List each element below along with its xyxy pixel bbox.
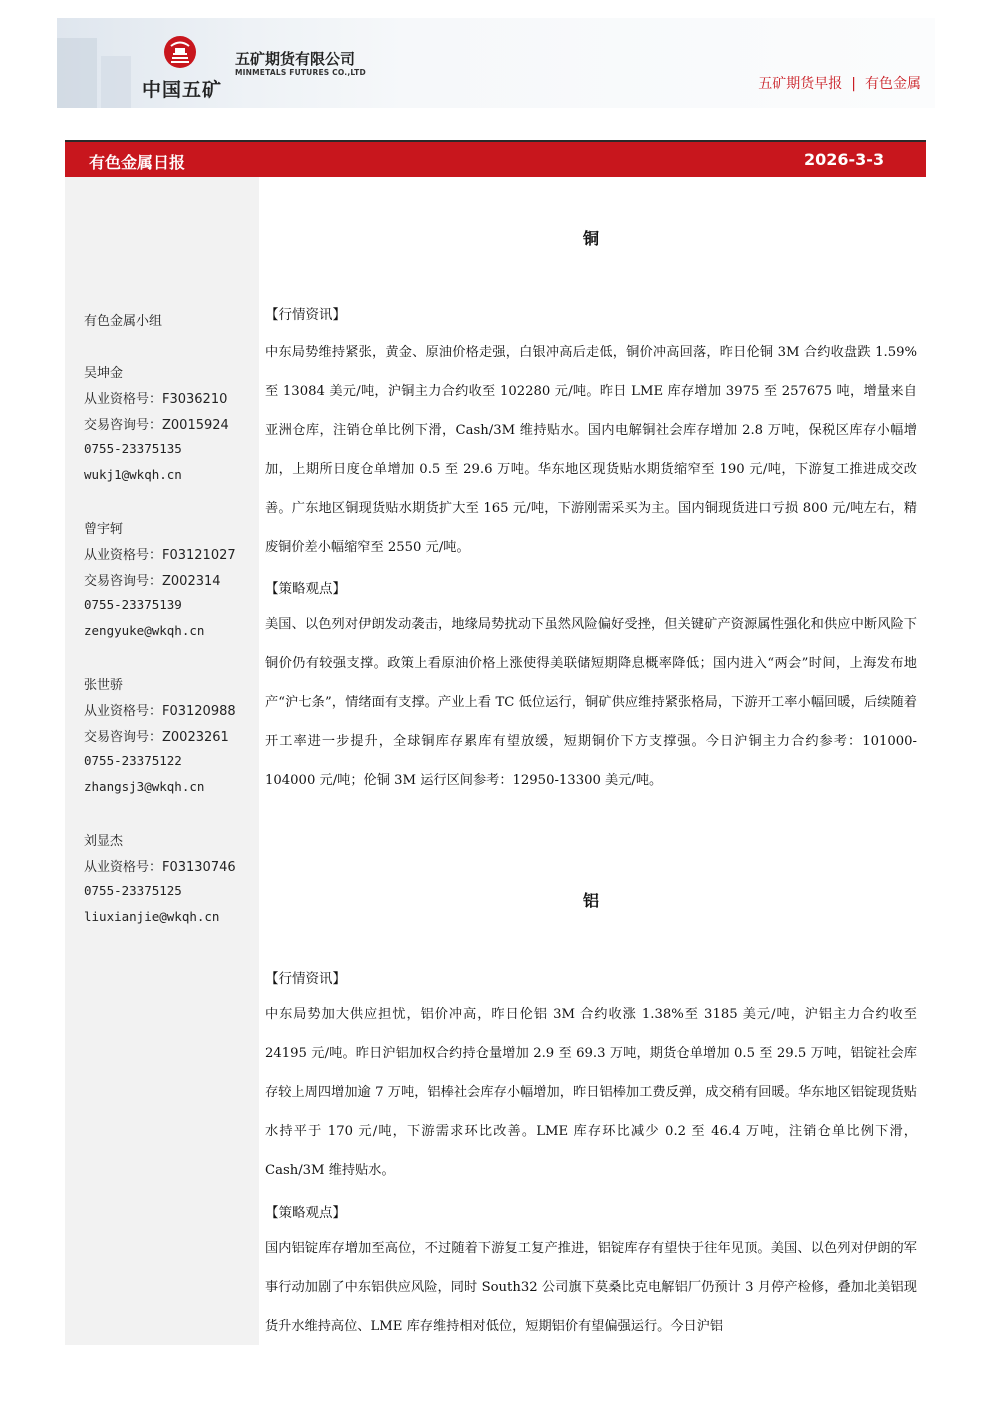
strategy-label: 【策略观点】 <box>265 581 346 597</box>
analyst-email: liuxianjie@wkqh.cn <box>84 909 220 924</box>
group-name: 有色金属小组 <box>84 314 163 329</box>
section-title-aluminium: 铝 <box>582 891 599 910</box>
strategy-label: 【策略观点】 <box>265 1205 346 1221</box>
analyst-qualification: 从业资格号：F03120988 <box>84 704 236 719</box>
report-category: 有色金属 <box>865 76 921 92</box>
market-info-label: 【行情资讯】 <box>265 971 346 987</box>
section-title-copper: 铜 <box>582 229 599 248</box>
analyst-name: 吴坤金 <box>84 366 124 381</box>
company-name-cn: 五矿期货有限公司 <box>235 50 356 68</box>
report-body <box>265 177 917 1357</box>
analyst-qualification: 从业资格号：F3036210 <box>84 392 228 407</box>
market-info-label: 【行情资讯】 <box>265 307 346 323</box>
analyst-email: zhangsj3@wkqh.cn <box>84 779 205 794</box>
analyst-phone: 0755-23375139 <box>84 597 182 612</box>
company-name-en: MINMETALS FUTURES CO.,LTD <box>235 68 366 77</box>
strategy-text: 美国、以色列对伊朗发动袭击，地缘局势扰动下虽然风险偏好受挫，但关键矿产资源属性强化和供应中断风险下铜价仍有较强支撑。政策上看原油价格上涨使得美联储短期降息概率降低；国内进入“两会”时间，上海发布地产“沪七条”，情绪面有支撑。产业上看 TC 低位运行，铜矿供应维持紧张格局，下游开工率小幅回暖，后续随着开工率进一步提升，全球铜库存累库有望放缓，短期铜价下方支撑强。今日沪铜主力合约参考：101000-104000 元/吨；伦铜 3M 运行区间参考：12950-13300 美元/吨。 <box>265 617 917 788</box>
strategy-text: 国内铝锭库存增加至高位，不过随着下游复工复产推进，铝锭库存有望快于往年见顶。美国、以色列对伊朗的军事行动加剧了中东铝供应风险，同时 South32 公司旗下莫桑比克电解铝厂仍预计 3 月停产检修，叠加北美铝现货升水维持高位、LME 库存维持相对低位，短期铝价有望偏强运行。今日沪铝 <box>265 1241 917 1334</box>
analyst-name: 刘显杰 <box>84 834 124 849</box>
analyst-email: zengyuke@wkqh.cn <box>84 623 205 638</box>
report-series: 五矿期货早报 <box>758 76 843 92</box>
page-header <box>57 18 935 108</box>
analyst-name: 曾宇轲 <box>84 522 124 537</box>
analyst-sidebar <box>65 177 259 1345</box>
analyst-phone: 0755-23375125 <box>84 883 182 898</box>
report-title-bar <box>65 140 926 177</box>
logo-text: 中国五矿 <box>142 79 223 101</box>
report-title: 有色金属日报 <box>89 153 186 172</box>
analyst-phone: 0755-23375122 <box>84 753 182 768</box>
separator: | <box>851 76 856 92</box>
analyst-consult-number: 交易咨询号：Z0023261 <box>84 730 229 745</box>
analyst-consult-number: 交易咨询号：Z002314 <box>84 574 221 589</box>
market-info-text: 中东局势维持紧张，黄金、原油价格走强，白银冲高后走低，铜价冲高回落，昨日伦铜 3M 合约收盘跌 1.59%至 13084 美元/吨，沪铜主力合约收至 102280 元/吨。昨日 LME 库存增加 3975 至 257675 吨，增量来自亚洲仓库，注销仓单比例下滑，Cash/3M 维持贴水。国内电解铜社会库存增加 2.8 万吨，保税区库存小幅增加，上期所日度仓单增加 0.5 至 29.6 万吨。华东地区现货贴水期货缩窄至 190 元/吨，下游复工推进成交改善。广东地区铜现货贴水期货扩大至 165 元/吨，下游刚需采买为主。国内铜现货进口亏损 800 元/吨左右，精废铜价差小幅缩窄至 2550 元/吨。 <box>265 345 917 555</box>
analyst-name: 张世骄 <box>84 678 124 693</box>
header-backdrop-building <box>101 56 131 108</box>
analyst-email: wukj1@wkqh.cn <box>84 467 182 482</box>
header-backdrop-building <box>57 38 97 108</box>
analyst-qualification: 从业资格号：F03130746 <box>84 860 236 875</box>
market-info-text: 中东局势加大供应担忧，铝价冲高，昨日伦铝 3M 合约收涨 1.38%至 3185 美元/吨，沪铝主力合约收至 24195 元/吨。昨日沪铝加权合约持仓量增加 2.9 至 69.3 万吨，期货仓单增加 0.5 至 29.5 万吨，铝锭社会库存较上周四增加逾 7 万吨，铝棒社会库存小幅增加，昨日铝棒加工费反弹，成交稍有回暖。华东地区铝锭现货贴水持平于 170 元/吨，下游需求环比改善。LME 库存环比减少 0.2 至 46.4 万吨，注销仓单比例下滑，Cash/3M 维持贴水。 <box>265 1007 917 1178</box>
analyst-consult-number: 交易咨询号：Z0015924 <box>84 418 229 433</box>
analyst-phone: 0755-23375135 <box>84 441 182 456</box>
minmetals-logo-icon <box>162 34 198 70</box>
report-date: 2026-3-3 <box>804 150 885 169</box>
report-series-label <box>758 73 921 93</box>
analyst-qualification: 从业资格号：F03121027 <box>84 548 236 563</box>
